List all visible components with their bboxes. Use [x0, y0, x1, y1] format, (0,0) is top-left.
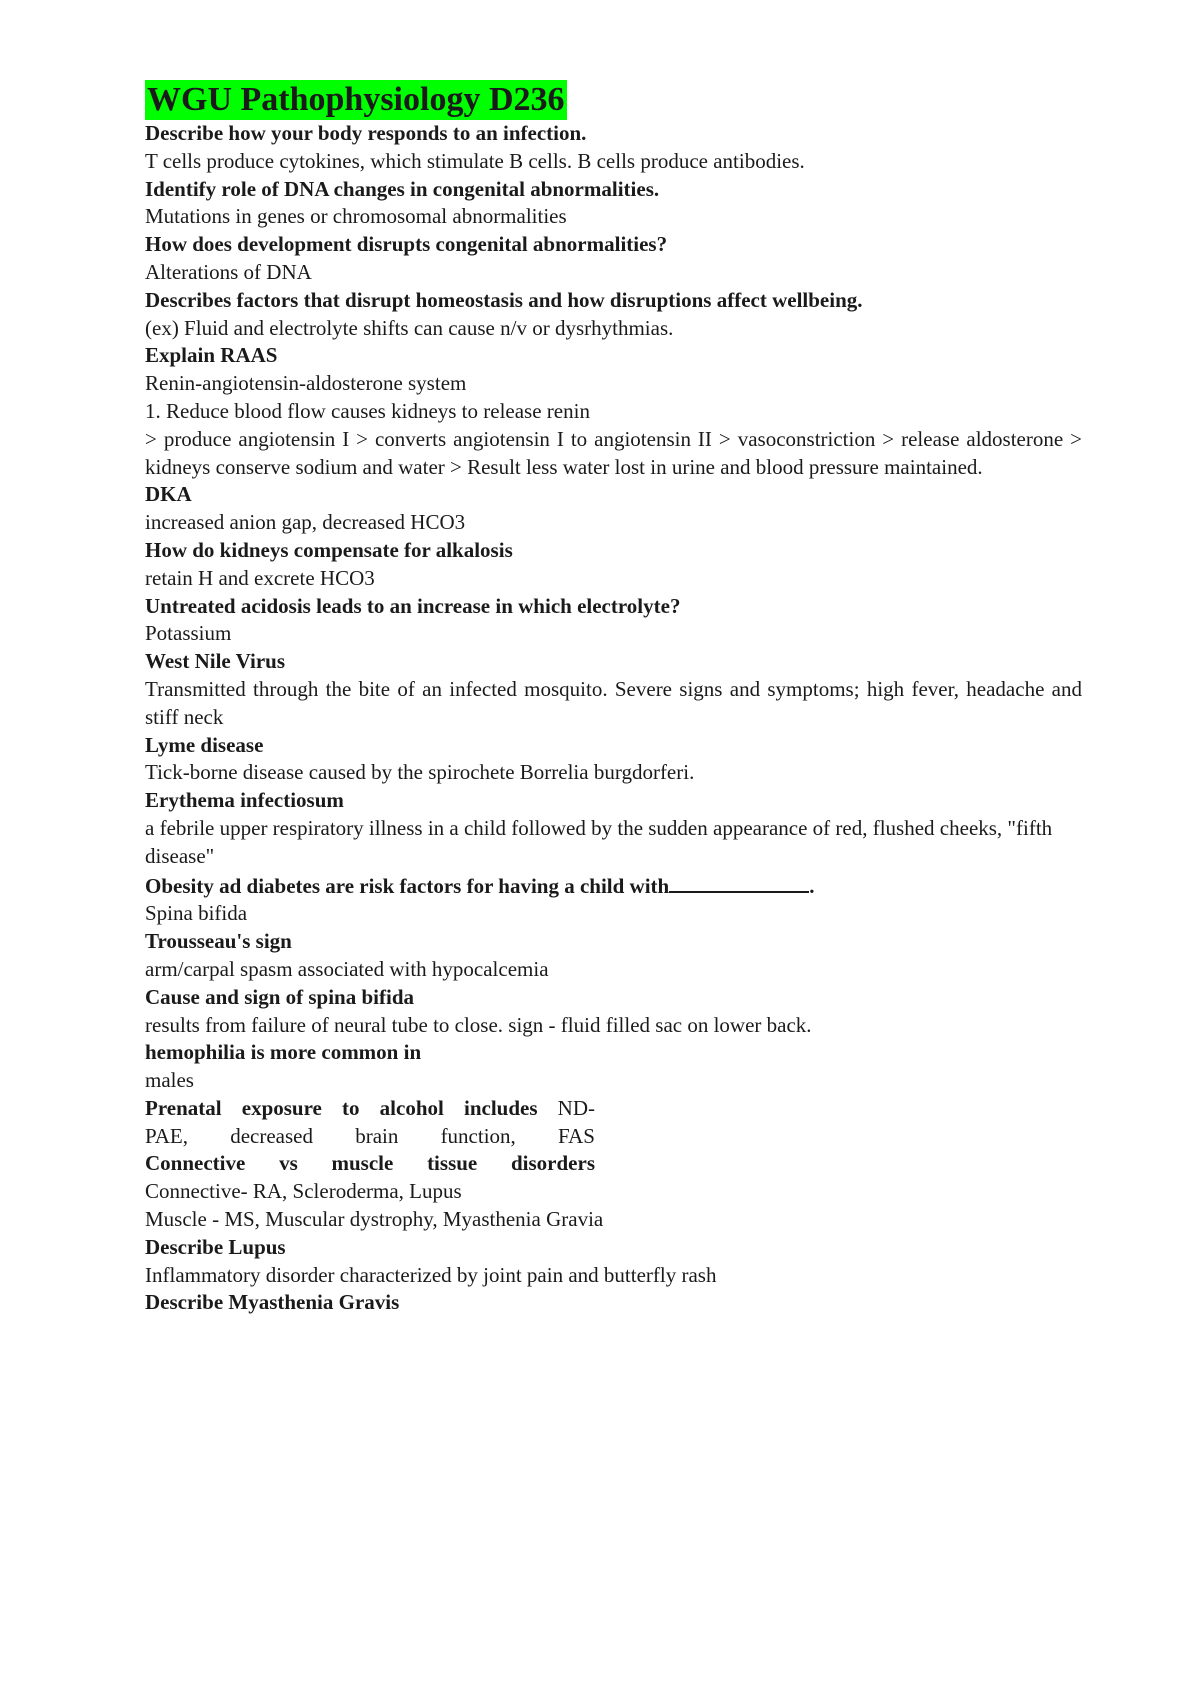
fill-in-blank [669, 871, 809, 893]
question [145, 1095, 595, 1123]
answer: Tick-borne disease caused by the spirochete Borrelia burgdorferi. [145, 760, 695, 785]
answer: Alterations of DNA [145, 259, 312, 284]
answer: (ex) Fluid and electrolyte shifts can cause n/v or dysrhythmias. [145, 315, 674, 340]
document-title: WGU Pathophysiology D236 [147, 81, 565, 118]
qa-item [145, 1150, 1082, 1233]
answer: PAE, decreased brain function, FAS [145, 1123, 595, 1148]
qa-item [145, 342, 1082, 481]
qa-item [145, 984, 1082, 1040]
answer: Inflammatory disorder characterized by joint pain and butterfly rash [145, 1262, 717, 1287]
qa-item [145, 593, 1082, 649]
question: Erythema infectiosum [145, 788, 344, 813]
qa-item [145, 1095, 1082, 1151]
answer: males [145, 1068, 194, 1093]
question: hemophilia is more common in [145, 1040, 422, 1065]
question: Lyme disease [145, 732, 264, 757]
qa-item [145, 231, 1082, 287]
question: Explain RAAS [145, 343, 278, 368]
question-text: Obesity ad diabetes are risk factors for having a child with [145, 873, 670, 898]
answer: Potassium [145, 621, 232, 646]
question: West Nile Virus [145, 649, 285, 674]
qa-item [145, 120, 1082, 176]
qa-item [145, 1289, 1082, 1317]
question: Describe Myasthenia Gravis [145, 1290, 400, 1315]
answer: Spina bifida [145, 901, 248, 926]
answer: arm/carpal spasm associated with hypocalcemia [145, 956, 549, 981]
question-tail: ND- [557, 1095, 595, 1120]
qa-item [145, 481, 1082, 537]
answer: results from failure of neural tube to close. sign - fluid filled sac on lower back. [145, 1012, 812, 1037]
document-page [145, 80, 1082, 1317]
question-text: Prenatal exposure to alcohol includes [145, 1095, 538, 1120]
question-end: . [809, 873, 815, 898]
qa-item [145, 537, 1082, 593]
question: Cause and sign of spina bifida [145, 984, 415, 1009]
question: Describe how your body responds to an infection. [145, 121, 587, 145]
question: DKA [145, 482, 192, 507]
question: Identify role of DNA changes in congenital abnormalities. [145, 176, 660, 201]
answer: Transmitted through the bite of an infected mosquito. Severe signs and symptoms; high fever, headache and stiff neck [145, 676, 1082, 729]
qa-item [145, 1234, 1082, 1290]
qa-item [145, 732, 1082, 788]
qa-item [145, 787, 1082, 870]
qa-item [145, 1039, 1082, 1095]
question: How does development disrupts congenital abnormalities? [145, 232, 668, 257]
answer: > produce angiotensin I > converts angiotensin I to angiotensin II > vasoconstriction > release aldosterone > kidneys conserve sodium and water > Result less water lost in urine and blood pressure maintained. [145, 426, 1082, 479]
question: Connective vs muscle tissue disorders [145, 1151, 595, 1176]
qa-item [145, 928, 1082, 984]
question: Describe Lupus [145, 1234, 286, 1259]
answer: 1. Reduce blood flow causes kidneys to release renin [145, 398, 590, 423]
answer: Muscle - MS, Muscular dystrophy, Myasthenia Gravia [145, 1207, 604, 1232]
question: Untreated acidosis leads to an increase in which electrolyte? [145, 593, 681, 618]
question: Describes factors that disrupt homeostasis and how disruptions affect wellbeing. [145, 287, 863, 312]
question: How do kidneys compensate for alkalosis [145, 537, 513, 562]
answer: a febrile upper respiratory illness in a child followed by the sudden appearance of red, flushed cheeks, "fifth disease" [145, 815, 1053, 868]
qa-item [145, 287, 1082, 343]
answer: Mutations in genes or chromosomal abnormalities [145, 204, 567, 229]
question: Trousseau's sign [145, 929, 292, 954]
answer: Connective- RA, Scleroderma, Lupus [145, 1179, 462, 1204]
answer: retain H and excrete HCO3 [145, 565, 375, 590]
qa-item [145, 176, 1082, 232]
qa-item [145, 871, 1082, 929]
answer: T cells produce cytokines, which stimulate B cells. B cells produce antibodies. [145, 148, 805, 173]
question-with-blank [145, 871, 1082, 901]
answer: Renin-angiotensin-aldosterone system [145, 371, 467, 396]
answer: increased anion gap, decreased HCO3 [145, 510, 466, 535]
qa-item [145, 648, 1082, 731]
